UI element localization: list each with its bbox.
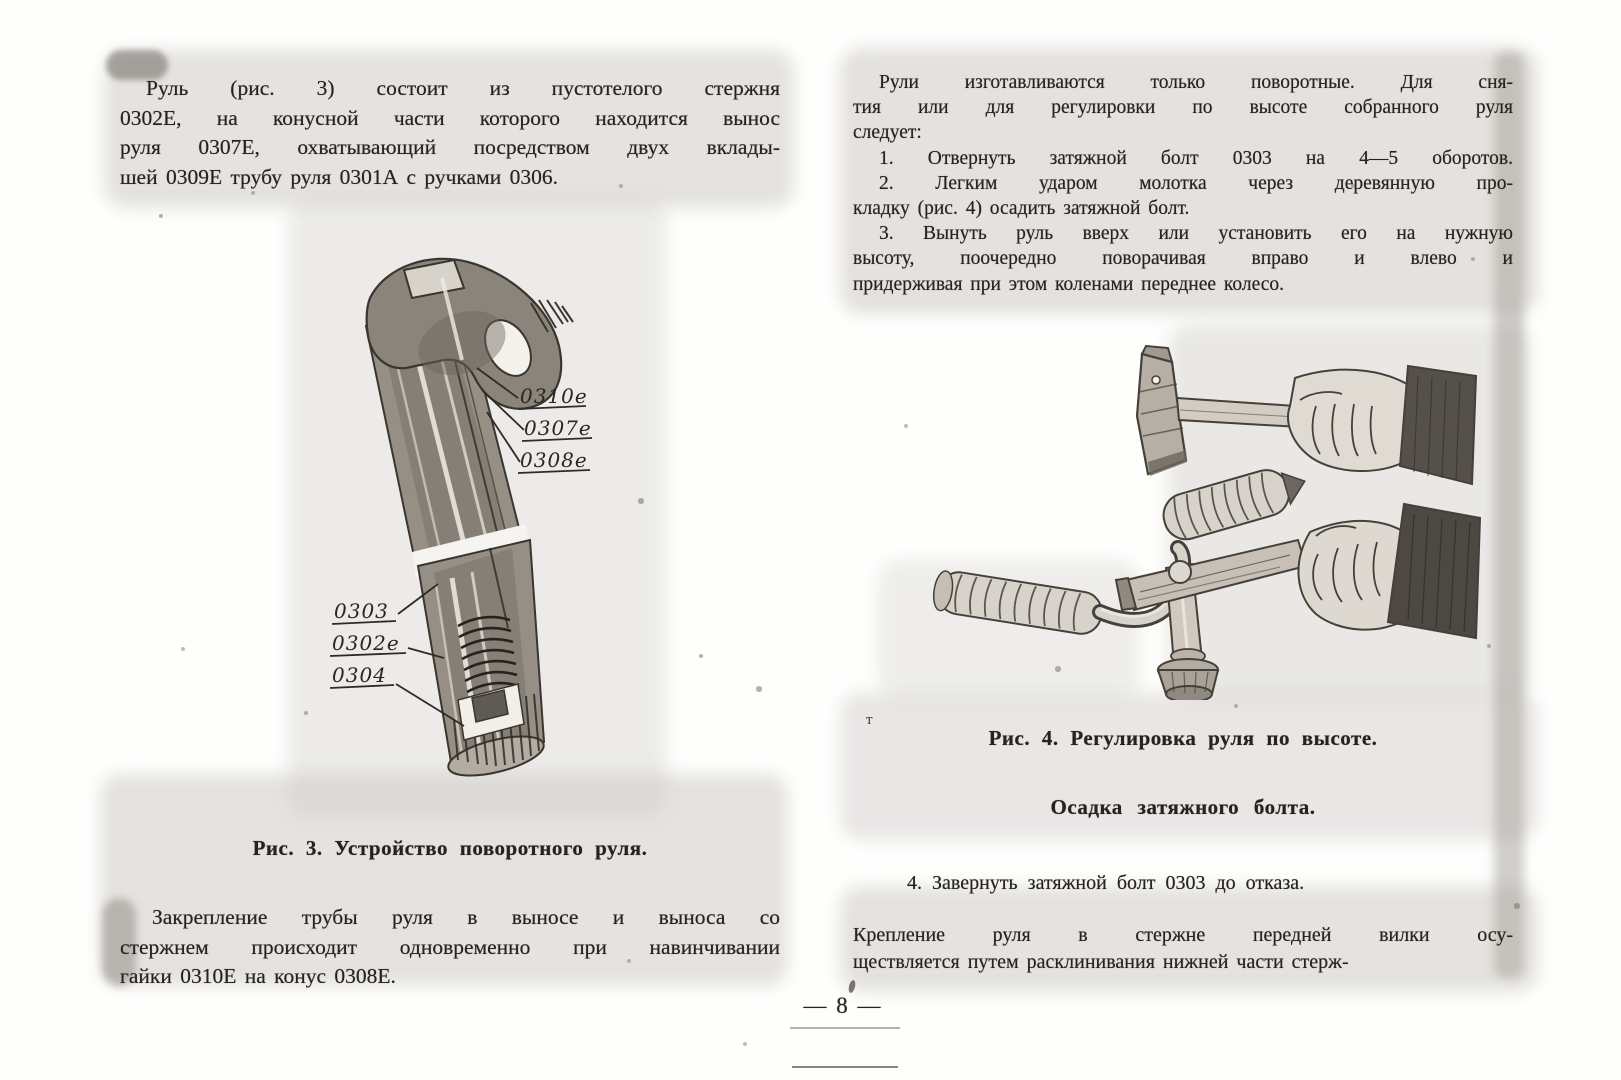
scan-artifact: т bbox=[866, 712, 873, 728]
part-label-0308e: 0308е bbox=[520, 448, 588, 472]
part-label-0302e: 0302е bbox=[332, 631, 400, 655]
figure-3-caption: Рис. 3. Устройство поворотного руля. bbox=[252, 836, 648, 860]
list-item-1: 1. Отвернуть затяжной болт 0303 на 4—5 оборотов. bbox=[879, 147, 1513, 169]
page-number: — 8 — bbox=[803, 993, 883, 1018]
paragraph-handlebar-composition: Руль (рис. 3) состоит из пустотелого стержня 0302Е, на конусной части которого находится вынос руля 0307Е, охватывающий посредством двух вклады- шей 0309Е трубу руля 0301А с ручками 0306. bbox=[120, 76, 780, 189]
paragraph-stem-fastening: Закрепление трубы руля в выносе и выноса со стержнем происходит одновременно при навинчивании гайки 0310Е на конус 0308Е. bbox=[120, 905, 780, 988]
paragraph-adjustable-handlebars: Рули изготавливаются только поворотные. Для сня- тия или для регулировки по высоте собранного руля следует: bbox=[853, 72, 1513, 144]
part-label-0304: 0304 bbox=[332, 663, 387, 687]
list-item-2: 2. Легким ударом молотка через деревянную про- кладку (рис. 4) осадить затяжной болт. bbox=[853, 172, 1513, 220]
right-column-text bbox=[853, 70, 1513, 297]
figure-4-illustration bbox=[880, 322, 1525, 700]
figure-4-subheading: Осадка затяжного болта. bbox=[1050, 795, 1316, 819]
part-label-0310e: 0310е bbox=[520, 384, 588, 408]
scan-artifact bbox=[790, 1027, 900, 1029]
paragraph-fork-stem-fixing: Крепление руля в стержне передней вилки осу- ществляется путем расклинивания нижней части стерж- bbox=[853, 924, 1513, 973]
list-item-3: 3. Вынуть руль вверх или установить его на нужную высоту, поочередно поворачивая вправо и влево и придерживая при этом коленами переднее колесо. bbox=[853, 223, 1513, 295]
scan-artifact bbox=[0, 0, 2, 2]
part-label-0307e: 0307е bbox=[524, 416, 592, 440]
part-label-0303: 0303 bbox=[334, 599, 389, 623]
list-item-4: 4. Завернуть затяжной болт 0303 до отказа. bbox=[907, 872, 1305, 894]
figure-4-caption: Рис. 4. Регулировка руля по высоте. bbox=[988, 726, 1378, 750]
figure-3-illustration bbox=[312, 248, 647, 798]
footer-divider bbox=[792, 1066, 898, 1068]
